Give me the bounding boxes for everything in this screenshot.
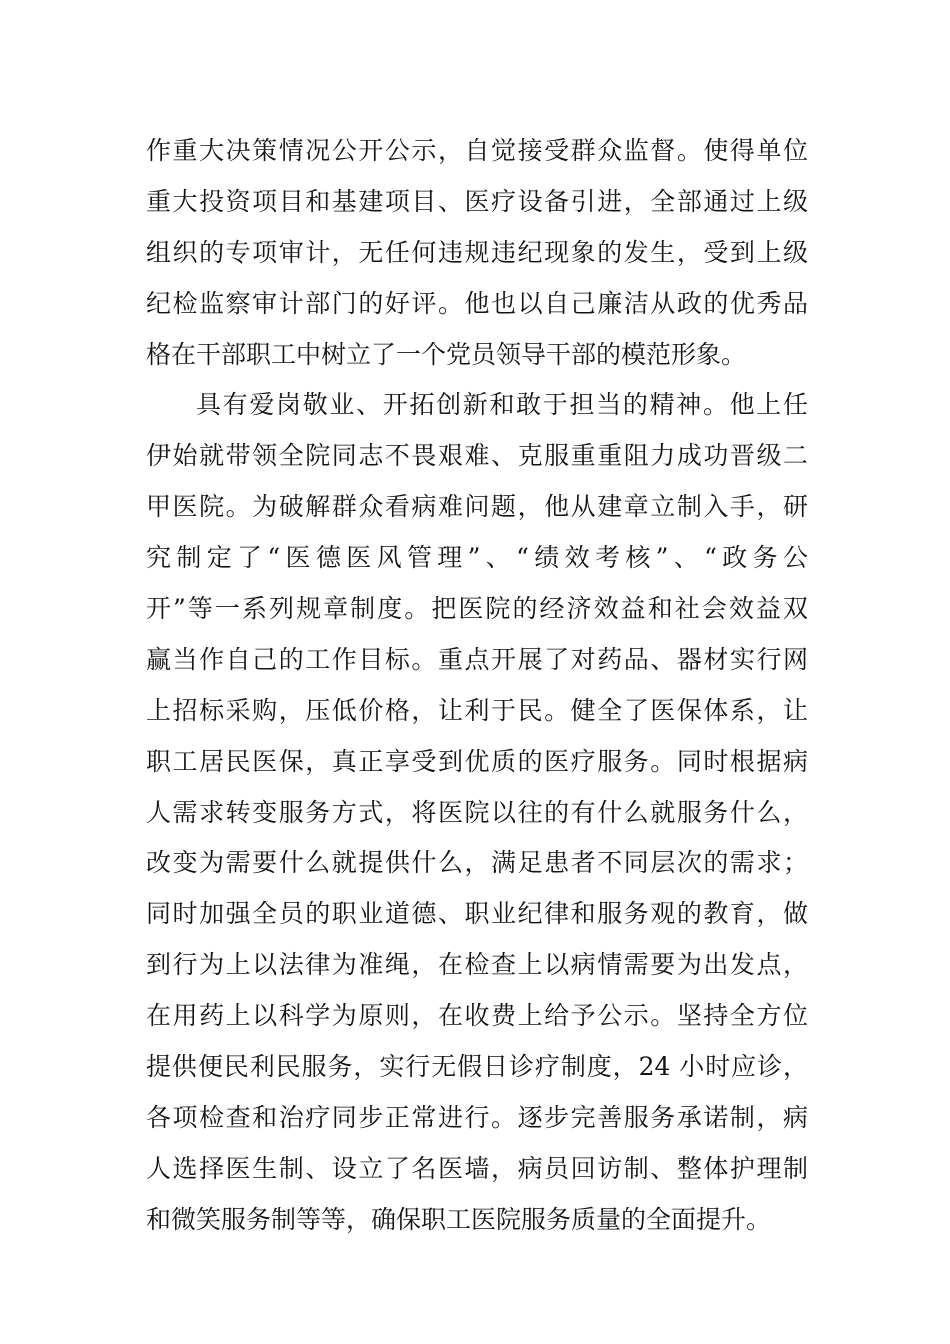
text-line: 各项检查和治疗同步正常进行。逐步完善服务承诺制，病 [146, 1102, 808, 1132]
text-line: 伊始就带领全院同志不畏艰难、克服重重阻力成功晋级二 [146, 441, 808, 471]
text-line: 职工居民医保，真正享受到优质的医疗服务。同时根据病 [146, 746, 808, 776]
text-line: 同时加强全员的职业道德、职业纪律和服务观的教育，做 [146, 899, 808, 929]
text-line: 提供便民利民服务，实行无假日诊疗制度，24 小时应诊， [146, 1052, 808, 1082]
text-line: 在用药上以科学为原则，在收费上给予公示。坚持全方位 [146, 1001, 808, 1031]
text-line: 究制定了“医德医风管理”、“绩效考核”、“政务公 [146, 543, 808, 573]
text-line: 纪检监察审计部门的好评。他也以自己廉洁从政的优秀品 [146, 288, 808, 318]
text-line: 开”等一系列规章制度。把医院的经济效益和社会效益双 [146, 594, 808, 624]
text-line: 和微笑服务制等等，确保职工医院服务质量的全面提升。 [146, 1204, 772, 1234]
text-line: 组织的专项审计，无任何违规违纪现象的发生，受到上级 [146, 237, 808, 267]
text-line: 上招标采购，压低价格，让利于民。健全了医保体系，让 [146, 695, 808, 725]
text-line: 人需求转变服务方式，将医院以往的有什么就服务什么， [146, 797, 808, 827]
paragraph-first-line: 具有爱岗敬业、开拓创新和敢于担当的精神。他上任 [196, 390, 808, 420]
text-line: 格在干部职工中树立了一个党员领导干部的模范形象。 [146, 339, 747, 369]
text-line: 人选择医生制、设立了名医墙，病员回访制、整体护理制 [146, 1153, 808, 1183]
text-line: 作重大决策情况公开公示，自觉接受群众监督。使得单位 [146, 136, 808, 165]
text-line: 甲医院。为破解群众看病难问题，他从建章立制入手，研 [146, 492, 808, 522]
text-line: 赢当作自己的工作目标。重点开展了对药品、器材实行网 [146, 644, 808, 674]
text-line: 重大投资项目和基建项目、医疗设备引进，全部通过上级 [146, 186, 808, 216]
text-line: 改变为需要什么就提供什么，满足患者不同层次的需求； [146, 848, 808, 878]
text-line: 到行为上以法律为准绳，在检查上以病情需要为出发点， [146, 950, 808, 980]
document-body [146, 126, 808, 1246]
